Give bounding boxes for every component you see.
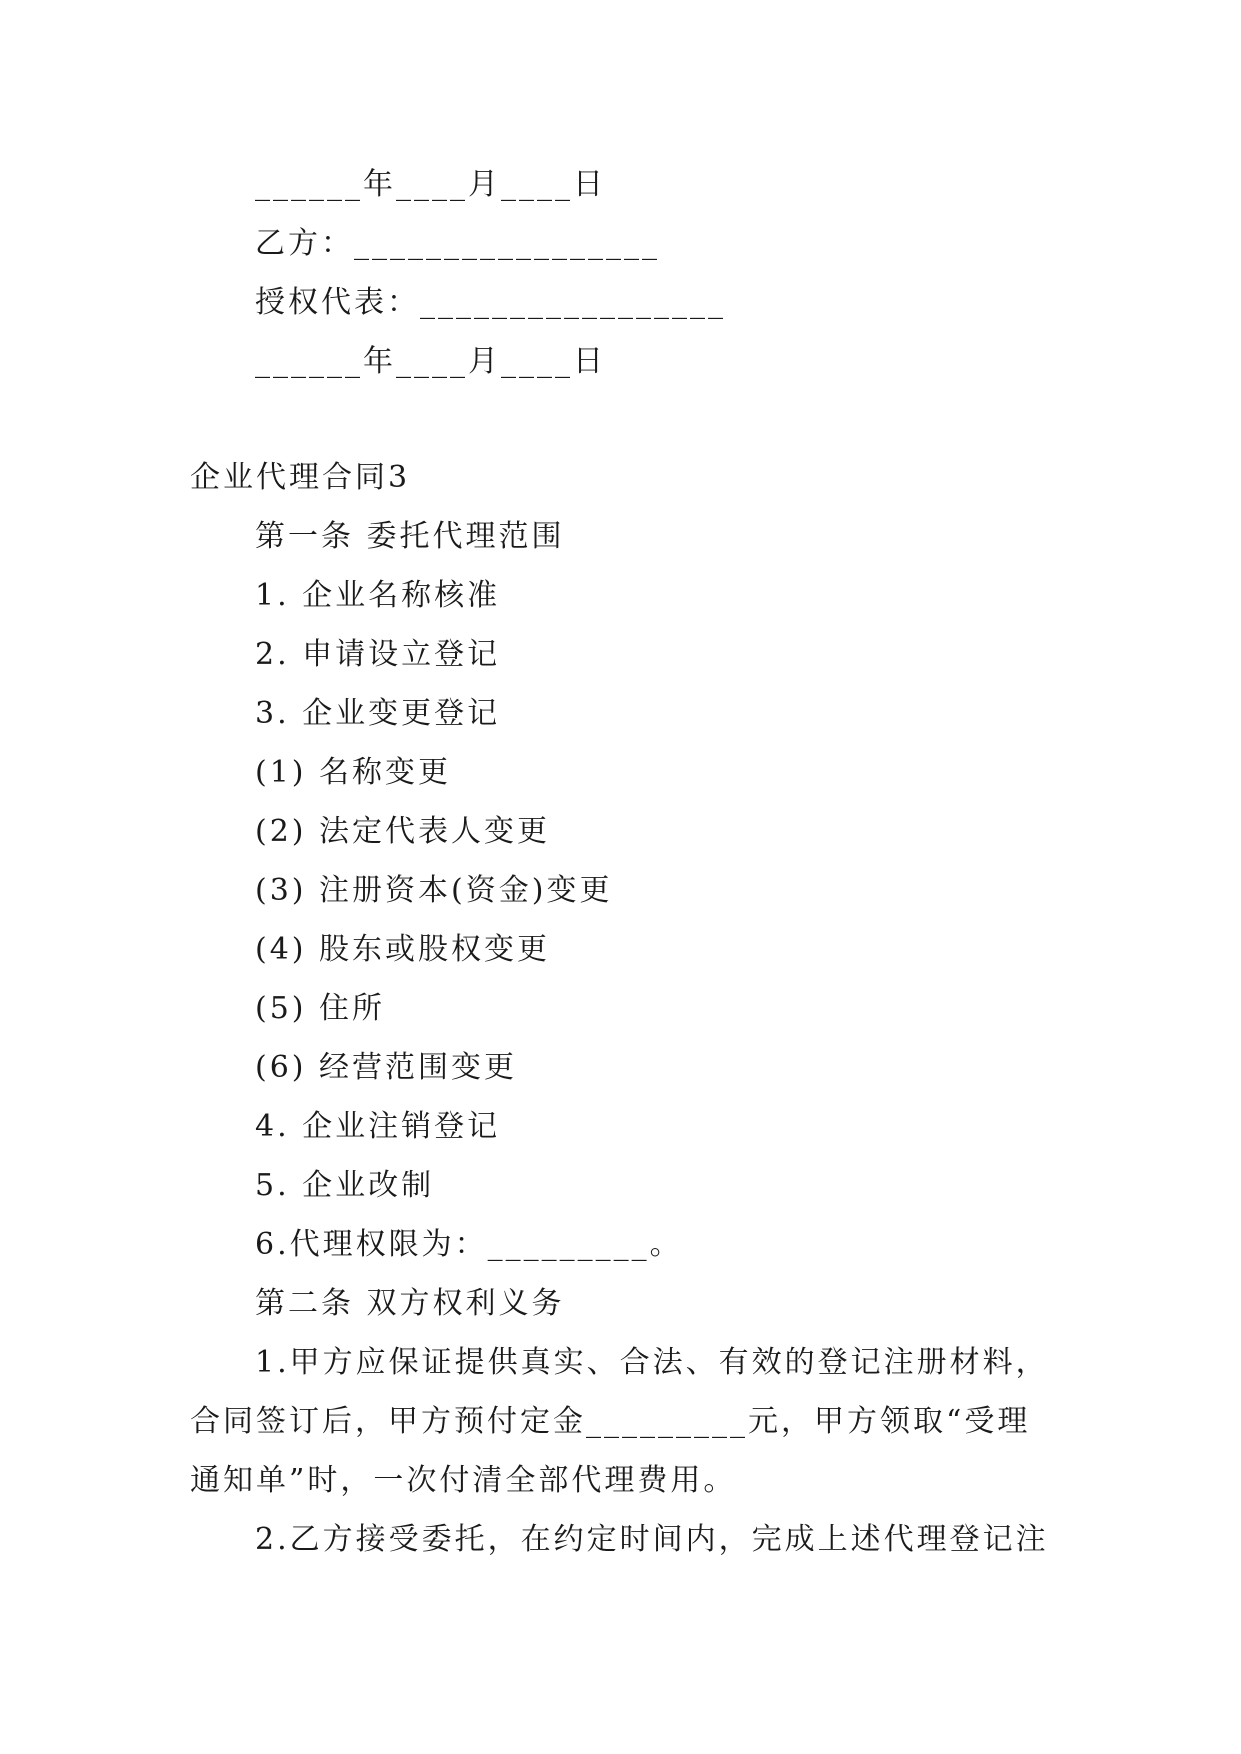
sub-list-item: (3) 注册资本(资金)变更: [255, 873, 613, 908]
authorized-rep-signature-line: 授权代表：_________________: [255, 285, 726, 320]
paragraph-line: 通知单”时，一次付清全部代理费用。: [190, 1463, 737, 1498]
article-heading: 第一条 委托代理范围: [255, 519, 565, 554]
list-item: 4. 企业注销登记: [255, 1109, 501, 1144]
sub-list-item: (6) 经营范围变更: [255, 1050, 518, 1085]
party-b-signature-line: 乙方：_________________: [255, 226, 660, 261]
date-line: ______年____月____日: [255, 167, 606, 202]
paragraph-line: 2.乙方接受委托，在约定时间内，完成上述代理登记注: [255, 1522, 1049, 1557]
list-item: 5. 企业改制: [255, 1168, 435, 1203]
paragraph-line: 1.甲方应保证提供真实、合法、有效的登记注册材料，: [255, 1345, 1049, 1380]
list-item: 1. 企业名称核准: [255, 578, 501, 613]
contract-title: 企业代理合同3: [190, 460, 411, 495]
list-item: 6.代理权限为：_________。: [255, 1227, 683, 1262]
paragraph-line: 合同签订后，甲方预付定金_________元，甲方领取“受理: [190, 1404, 1031, 1439]
sub-list-item: (4) 股东或股权变更: [255, 932, 551, 967]
sub-list-item: (1) 名称变更: [255, 755, 452, 790]
date-line: ______年____月____日: [255, 344, 606, 379]
sub-list-item: (5) 住所: [255, 991, 386, 1026]
list-item: 2. 申请设立登记: [255, 637, 501, 672]
sub-list-item: (2) 法定代表人变更: [255, 814, 551, 849]
article-heading: 第二条 双方权利义务: [255, 1286, 565, 1321]
list-item: 3. 企业变更登记: [255, 696, 501, 731]
